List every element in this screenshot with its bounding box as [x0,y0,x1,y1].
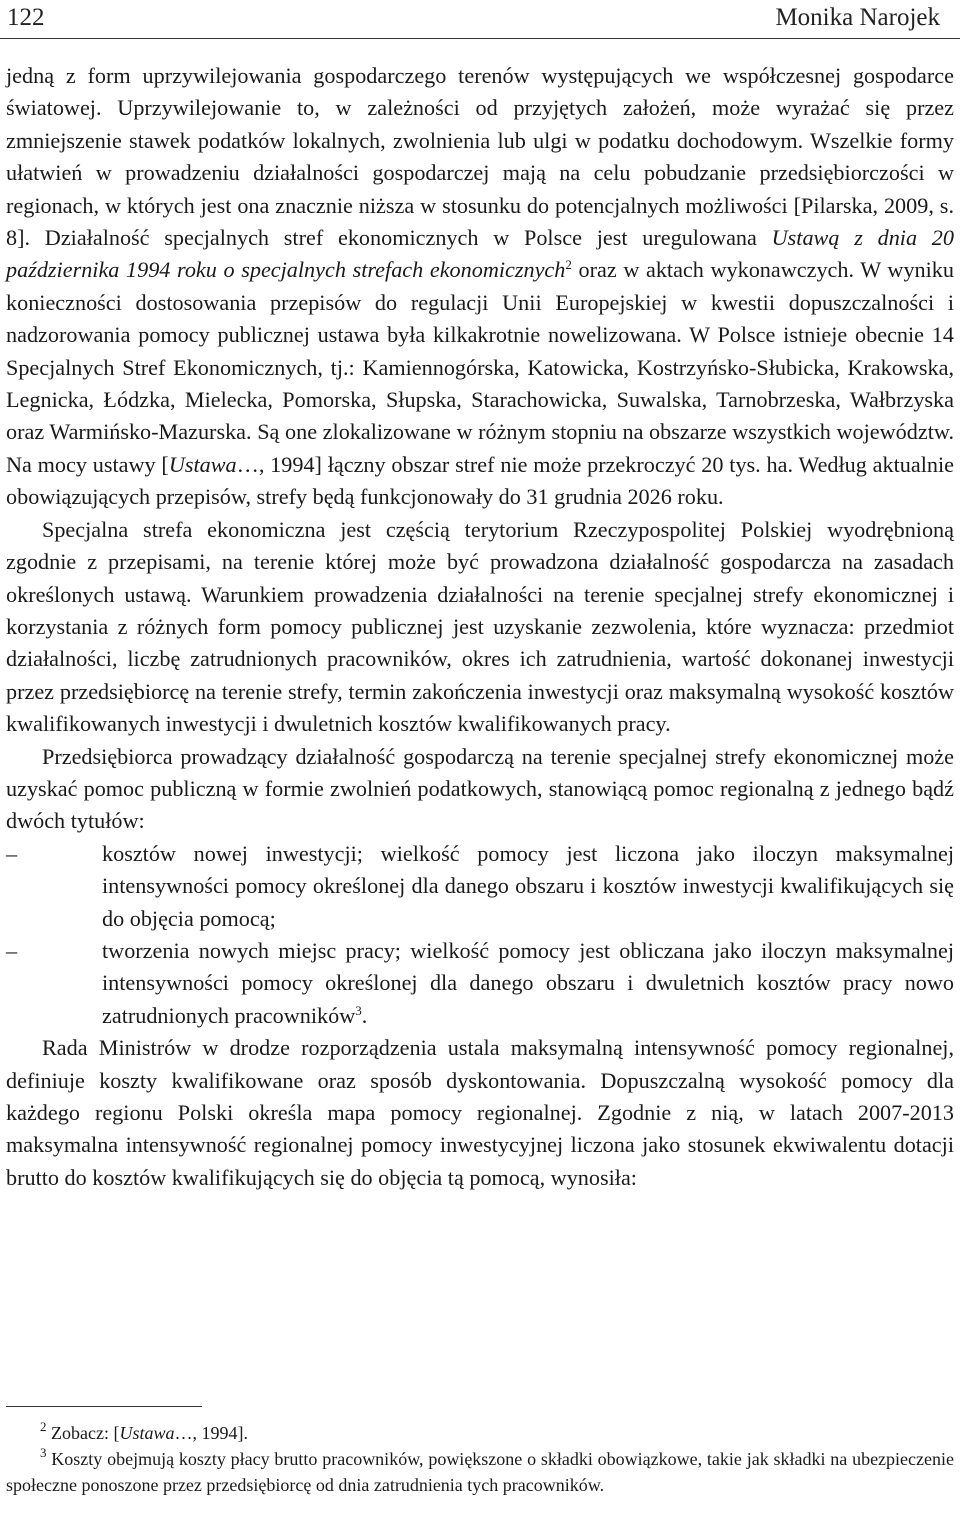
footnote-2-text-end: …, 1994]. [174,1423,248,1443]
footnote-3-number: 3 [40,1445,47,1460]
paragraph-1 [6,60,954,514]
footnote-2-number: 2 [40,1419,47,1434]
list-item [6,838,954,935]
body-text [6,60,954,1194]
footnote-2 [6,1420,954,1446]
list-item-text [102,935,954,1032]
footnote-rule [6,1406,202,1407]
footnote-2-citation: Ustawa [119,1423,175,1443]
paragraph-2: Specjalna strefa ekonomiczna jest częścią terytorium Rzeczypospolitej Polskiej wyodrębnioną zgodnie z przepisami, na terenie której może być prowadzona działalność gospodarcza na zasadach określonych ustawą. Warunkiem prowadzenia działalności na terenie specjalnej strefy ekonomicznej i korzystania z różnych form pomocy publicznej jest uzyskanie zezwolenia, które wyznacza: przedmiot działalności, liczbę zatrudnionych pracowników, okres ich zatrudnienia, wartość dokonanej inwestycji przez przedsiębiorcę na terenie strefy, termin zakończenia inwestycji oraz maksymalną wysokość kosztów kwalifikowanych inwestycji i dwuletnich kosztów kwalifikowanych pracy. [6,516,954,737]
running-header-author: Monika Narojek [775,4,940,31]
footnote-2-text: Zobacz: [ [46,1423,120,1443]
running-header [7,0,950,36]
footnote-ref-3[interactable]: 3 [355,1002,362,1018]
paragraph-1-text-cont: oraz w aktach wykonawczych. W wyniku konieczności dostosowania przepisów do regulacji Unii Europejskiej w kwestii dopuszczalności i nadzorowania pomocy publicznej ustawa była kilkakrotnie nowelizowana. W Polsce istnieje obecnie 14 Specjalnych Stref Ekonomicznych, tj.: Kamiennogórska, Katowicka, Kostrzyńsko-Słubicka, Krakowska, Legnicka, Łódzka, Mielecka, Pomorska, Słupska, Starachowicka, Suwalska, Tarnobrzeska, Wałbrzyska oraz Warmińsko-Mazurska. Są one zlokalizowane w różnym stopniu na obszarze wszystkich województw. Na mocy ustawy [ [6,257,954,477]
page-number: 122 [7,4,45,31]
footnotes [6,1420,954,1498]
act-title: Ustawą z dnia 20 października 1994 roku o specjalnych strefach ekonomicznych [6,225,954,283]
list-item [6,935,954,1032]
paragraph-4: Rada Ministrów w drodze rozporządzenia ustala maksymalną intensywność pomocy regionalnej, definiuje koszty kwalifikowane oraz sposób dyskontowania. Dopuszczalną wysokość pomocy dla każdego regionu Polski określa mapa pomocy regionalnej. Zgodnie z nią, w latach 2007-2013 maksymalna intensywność regionalnej pomocy inwestycyjnej liczona jako stosunek ekwiwalentu dotacji brutto do kosztów kwalifikujących się do objęcia tą pomocą, wynosiła: [6,1035,954,1190]
list-item-text: kosztów nowej inwestycji; wielkość pomocy jest liczona jako iloczyn maksymalnej intensywności pomocy określonej dla danego obszaru i kosztów inwestycji kwalifikujących się do objęcia pomocą; [102,840,954,931]
footnote-3 [6,1446,954,1498]
footnote-3-text: Koszty obejmują koszty płacy brutto pracowników, powiększone o składki obowiązkowe, takie jak składki na ubezpieczenie społeczne ponoszone przez przedsiębiorcę od dnia zatrudnienia tych pracowników. [6,1449,954,1495]
footnote-ref-2[interactable]: 2 [565,257,572,273]
list-item-2-end: . [361,1002,368,1028]
list-dash-marker: – [6,937,18,963]
citation-italic: Ustawa [168,451,237,477]
list-dash-marker: – [6,840,18,866]
list-item-2-text: tworzenia nowych miejsc pracy; wielkość pomocy jest obliczana jako iloczyn maksymalnej intensywności pomocy określonej dla danego obszaru i dwuletnich kosztów pracy nowo zatrudnionych pracowników [102,937,954,1028]
header-rule [0,38,960,39]
paragraph-3: Przedsiębiorca prowadzący działalność gospodarczą na terenie specjalnej strefy ekonomicznej może uzyskać pomoc publiczną w formie zwolnień podatkowych, stanowiącą pomoc regionalną z jednego bądź dwóch tytułów: [6,743,954,834]
paragraph-1-text-end: …, 1994] łączny obszar stref nie może przekroczyć 20 tys. ha. Według aktualnie obowiązujących przepisów, strefy będą funkcjonowały do 31 grudnia 2026 roku. [6,451,954,510]
paragraph-1-text: jedną z form uprzywilejowania gospodarczego terenów występujących we współczesnej gospodarce światowej. Uprzywilejowanie to, w zależności od przyjętych założeń, może wyrażać się przez zmniejszenie stawek podatków lokalnych, zwolnienia lub ulgi w podatku dochodowym. Wszelkie formy ułatwień w prowadzeniu działalności gospodarczej mają na celu pobudzanie przedsiębiorczości w regionach, w których jest ona znacznie niższa w stosunku do potencjalnych możliwości [Pilarska, 2009, s. 8]. Działalność specjalnych stref ekonomicznych w Polsce jest uregulowana [6,63,954,251]
